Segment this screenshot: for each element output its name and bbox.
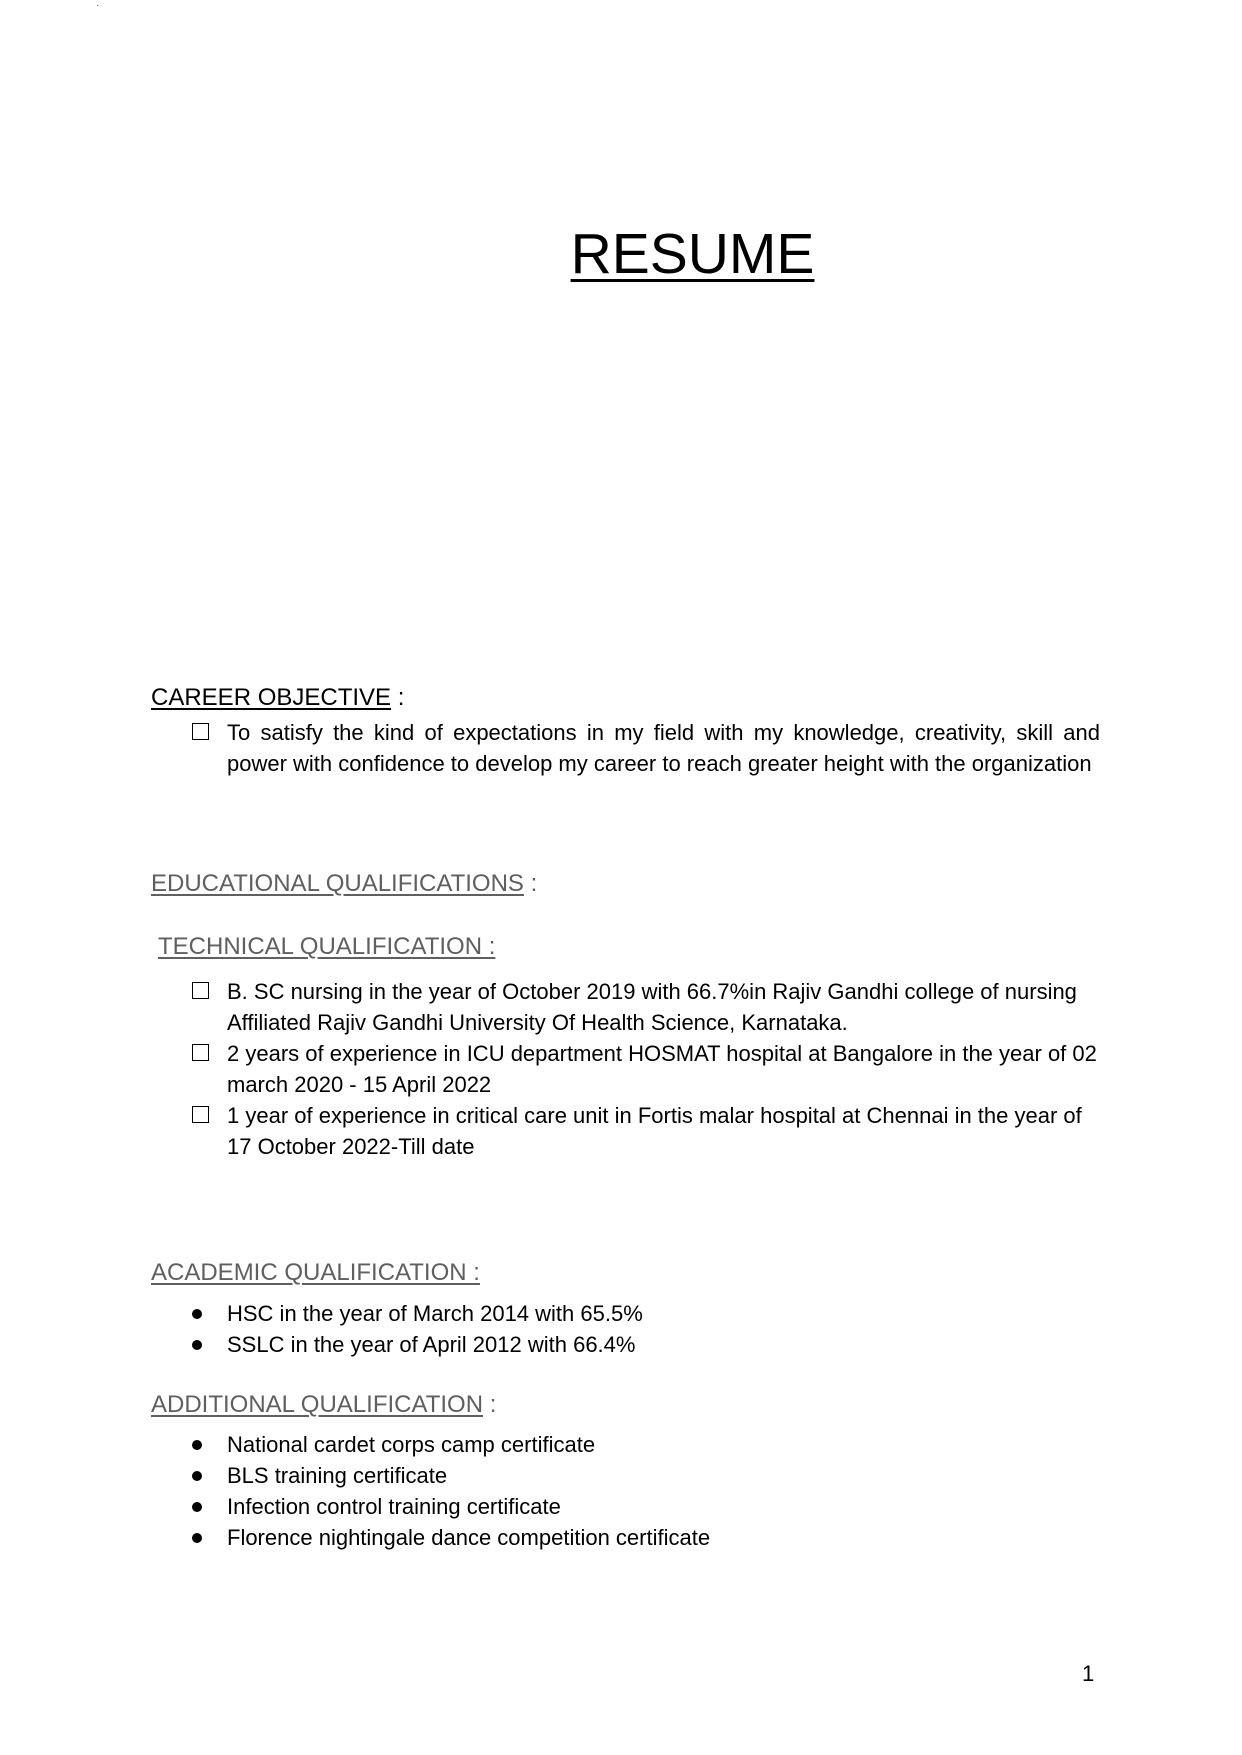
academic-item-text: SSLC in the year of April 2012 with 66.4% [227,1332,636,1357]
technical-item-text: B. SC nursing in the year of October 2019 with 66.7%in Rajiv Gandhi college of nursing Affiliated Rajiv Gandhi University Of Health Science, Karnataka. [227,979,1077,1035]
educational-heading [151,869,537,899]
list-item [192,1038,1100,1100]
academic-list [192,1298,1100,1360]
career-objective-heading [151,683,404,713]
technical-heading [158,932,495,962]
bullet-icon [192,1340,202,1350]
additional-item-text: National cardet corps camp certificate [227,1432,596,1457]
additional-list [192,1429,1100,1553]
career-objective-label: CAREER OBJECTIVE [151,684,392,711]
list-item [192,1491,1100,1522]
technical-item-text: 1 year of experience in critical care unit in Fortis malar hospital at Chennai in the year of 17 October 2022-Till date [227,1103,1082,1159]
additional-heading [151,1390,496,1420]
career-objective-separator: : [391,684,405,711]
list-item [192,976,1100,1038]
list-item [192,1100,1100,1162]
additional-item-text: BLS training certificate [227,1463,448,1488]
list-item [192,1460,1100,1491]
checkbox-bullet-icon [192,982,209,999]
academic-label: ACADEMIC QUALIFICATION : [151,1259,480,1286]
technical-item-text: 2 years of experience in ICU department HOSMAT hospital at Bangalore in the year of 02 march 2020 - 15 April 2022 [227,1041,1097,1097]
checkbox-bullet-icon [192,1106,209,1123]
bullet-icon [192,1502,202,1512]
bullet-icon [192,1440,202,1450]
bullet-icon [192,1533,202,1543]
list-item [192,1329,1100,1360]
educational-separator: : [523,870,538,897]
checkbox-bullet-icon [192,723,209,740]
additional-label: ADDITIONAL QUALIFICATION [151,1391,484,1418]
technical-label: TECHNICAL QUALIFICATION : [158,933,496,960]
academic-item-text: HSC in the year of March 2014 with 65.5% [227,1301,643,1326]
list-item [192,1522,1100,1553]
list-item [192,717,1100,779]
technical-list [192,976,1100,1162]
academic-heading [151,1258,480,1288]
checkbox-bullet-icon [192,1044,209,1061]
career-objective-list [192,717,1100,779]
list-item [192,1298,1100,1329]
page-title: RESUME [570,222,815,286]
educational-label: EDUCATIONAL QUALIFICATIONS [151,870,524,897]
page-number: 1 [1082,1661,1095,1686]
bullet-icon [192,1471,202,1481]
additional-separator: : [483,1391,497,1418]
additional-item-text: Florence nightingale dance competition certificate [227,1525,711,1550]
list-item [192,1429,1100,1460]
bullet-icon [192,1309,202,1319]
career-objective-text: To satisfy the kind of expectations in my field with my knowledge, creativity, skill and power with confidence to develop my career to reach greater height with the organization [227,720,1100,776]
stray-mark: · [96,0,100,11]
additional-item-text: Infection control training certificate [227,1494,561,1519]
